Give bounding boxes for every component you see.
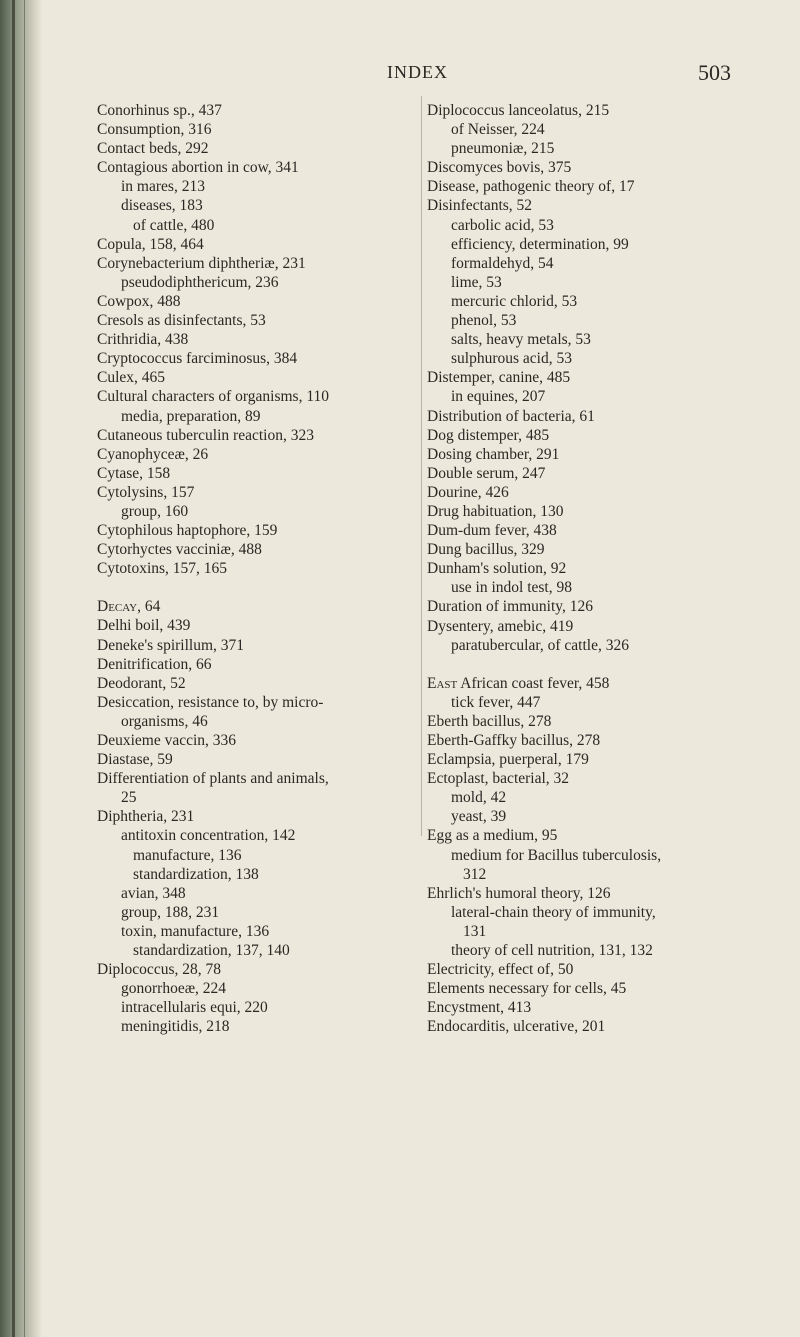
column-divider (421, 96, 422, 836)
section-initial-word: East (427, 674, 458, 692)
index-entry: Decay, 64 (97, 598, 161, 616)
index-entry: Diphtheria, 231 (97, 808, 195, 826)
index-entry: Cryptococcus farciminosus, 384 (97, 350, 298, 368)
index-subentry: organisms, 46 (121, 712, 208, 730)
index-entry: Denitrification, 66 (97, 655, 212, 673)
index-entry: Dog distemper, 485 (427, 426, 550, 444)
page-title: INDEX (387, 62, 448, 82)
index-entry: Cytophilous haptophore, 159 (97, 522, 278, 540)
index-entry: Disease, pathogenic theory of, 17 (427, 178, 635, 196)
index-subentry: standardization, 138 (133, 865, 259, 883)
index-entry: Cyanophyceæ, 26 (97, 445, 209, 463)
index-subentry: in mares, 213 (121, 178, 205, 196)
index-subentry: avian, 348 (121, 884, 186, 902)
index-entry: Discomyces bovis, 375 (427, 159, 572, 177)
index-subentry: efficiency, determination, 99 (451, 235, 629, 253)
index-entry: Corynebacterium diphtheriæ, 231 (97, 254, 306, 272)
index-entry: Cowpox, 488 (97, 292, 181, 310)
index-subentry: use in indol test, 98 (451, 579, 572, 597)
index-subentry: medium for Bacillus tuberculosis, (451, 846, 662, 864)
index-entry: Dosing chamber, 291 (427, 445, 560, 463)
section-gap (427, 655, 727, 674)
index-subentry: intracellularis equi, 220 (121, 999, 268, 1017)
index-entry: Contagious abortion in cow, 341 (97, 159, 299, 177)
index-subentry: diseases, 183 (121, 197, 203, 215)
page-number: 503 (698, 60, 731, 85)
index-subentry: tick fever, 447 (451, 693, 541, 711)
index-subentry: lime, 53 (451, 273, 502, 291)
index-entry: Desiccation, resistance to, by micro- (97, 693, 324, 711)
index-entry: Dunham's solution, 92 (427, 560, 567, 578)
index-entry: Deneke's spirillum, 371 (97, 636, 245, 654)
index-entry: Cytotoxins, 157, 165 (97, 560, 228, 578)
index-entry: Disinfectants, 52 (427, 197, 533, 215)
index-entry: Distemper, canine, 485 (427, 369, 571, 387)
index-entry: Cresols as disinfectants, 53 (97, 312, 266, 330)
index-entry: Drug habituation, 130 (427, 502, 564, 520)
index-entry: Cytorhyctes vacciniæ, 488 (97, 541, 262, 559)
index-subentry: group, 188, 231 (121, 903, 220, 921)
index-subentry: manufacture, 136 (133, 846, 242, 864)
index-entry: Delhi boil, 439 (97, 617, 191, 635)
index-entry: Elements necessary for cells, 45 (427, 980, 627, 998)
index-entry: Ehrlich's humoral theory, 126 (427, 884, 611, 902)
index-entry: Egg as a medium, 95 (427, 827, 558, 845)
index-entry: Electricity, effect of, 50 (427, 961, 574, 979)
index-subentry: of Neisser, 224 (451, 121, 545, 139)
index-entry: Differentiation of plants and animals, (97, 770, 329, 788)
section-gap (97, 578, 419, 597)
index-entry: Encystment, 413 (427, 999, 532, 1017)
index-entry: Conorhinus sp., 437 (97, 102, 222, 119)
index-subentry: carbolic acid, 53 (451, 216, 554, 234)
index-entry: Contact beds, 292 (97, 140, 209, 158)
spine-edge-line (12, 0, 15, 1337)
index-entry: Cultural characters of organisms, 110 (97, 388, 330, 406)
index-entry: Distribution of bacteria, 61 (427, 407, 595, 425)
index-entry: Diastase, 59 (97, 751, 173, 769)
index-entry: Dung bacillus, 329 (427, 541, 545, 559)
index-subentry: theory of cell nutrition, 131, 132 (451, 942, 653, 960)
index-entry: Dysentery, amebic, 419 (427, 617, 574, 635)
index-subentry: of cattle, 480 (133, 216, 215, 234)
index-subentry: salts, heavy metals, 53 (451, 331, 591, 349)
index-entry: Endocarditis, ulcerative, 201 (427, 1018, 606, 1036)
index-entry: Diplococcus, 28, 78 (97, 961, 221, 979)
index-subentry: 131 (463, 922, 487, 940)
index-subentry: sulphurous acid, 53 (451, 350, 572, 368)
index-entry: Cytase, 158 (97, 464, 171, 482)
index-column-right (427, 101, 727, 1037)
index-entry: Eberth-Gaffky bacillus, 278 (427, 732, 601, 749)
book-spine-shadow (0, 0, 42, 1337)
index-entry: Cytolysins, 157 (97, 483, 195, 501)
index-subentry: group, 160 (121, 502, 189, 520)
index-subentry: paratubercular, of cattle, 326 (451, 636, 629, 654)
index-entry: Ectoplast, bacterial, 32 (427, 770, 570, 788)
index-subentry: pneumoniæ, 215 (451, 140, 555, 158)
index-subentry: toxin, manufacture, 136 (121, 922, 270, 940)
index-subentry: mold, 42 (451, 789, 507, 807)
index-entry: East African coast fever, 458 (427, 674, 610, 692)
index-entry: Dum-dum fever, 438 (427, 522, 557, 540)
index-subentry: meningitidis, 218 (121, 1018, 230, 1036)
index-subentry: antitoxin concentration, 142 (121, 827, 296, 845)
index-subentry: formaldehyd, 54 (451, 254, 554, 272)
index-entry: Dourine, 426 (427, 483, 509, 501)
index-subentry: in equines, 207 (451, 388, 546, 406)
index-subentry: yeast, 39 (451, 808, 507, 826)
index-subentry: phenol, 53 (451, 312, 517, 330)
index-subentry: lateral-chain theory of immunity, (451, 903, 656, 921)
index-entry: Copula, 158, 464 (97, 235, 204, 253)
index-entry: Deuxieme vaccin, 336 (97, 732, 237, 749)
index-entry: Eclampsia, puerperal, 179 (427, 751, 589, 769)
index-column-left (97, 101, 419, 1037)
spine-edge-line-inner (24, 0, 25, 1337)
index-entry: Duration of immunity, 126 (427, 598, 594, 616)
index-entry: Culex, 465 (97, 369, 166, 387)
index-subentry: media, preparation, 89 (121, 407, 261, 425)
index-entry: Deodorant, 52 (97, 674, 186, 692)
section-initial-word: Decay, (97, 598, 142, 616)
index-entry: Double serum, 247 (427, 464, 546, 482)
index-subentry: mercuric chlorid, 53 (451, 292, 578, 310)
running-head (0, 62, 800, 90)
index-entry: Cutaneous tuberculin reaction, 323 (97, 426, 314, 444)
index-entry: Eberth bacillus, 278 (427, 712, 552, 730)
index-subentry: 25 (121, 789, 137, 807)
index-entry: Diplococcus lanceolatus, 215 (427, 102, 610, 119)
index-subentry: gonorrhoeæ, 224 (121, 980, 227, 998)
index-entry: Consumption, 316 (97, 121, 212, 139)
index-subentry: standardization, 137, 140 (133, 942, 290, 960)
index-subentry: pseudodiphthericum, 236 (121, 273, 279, 291)
index-entry: Crithridia, 438 (97, 331, 189, 349)
index-subentry: 312 (463, 865, 487, 883)
